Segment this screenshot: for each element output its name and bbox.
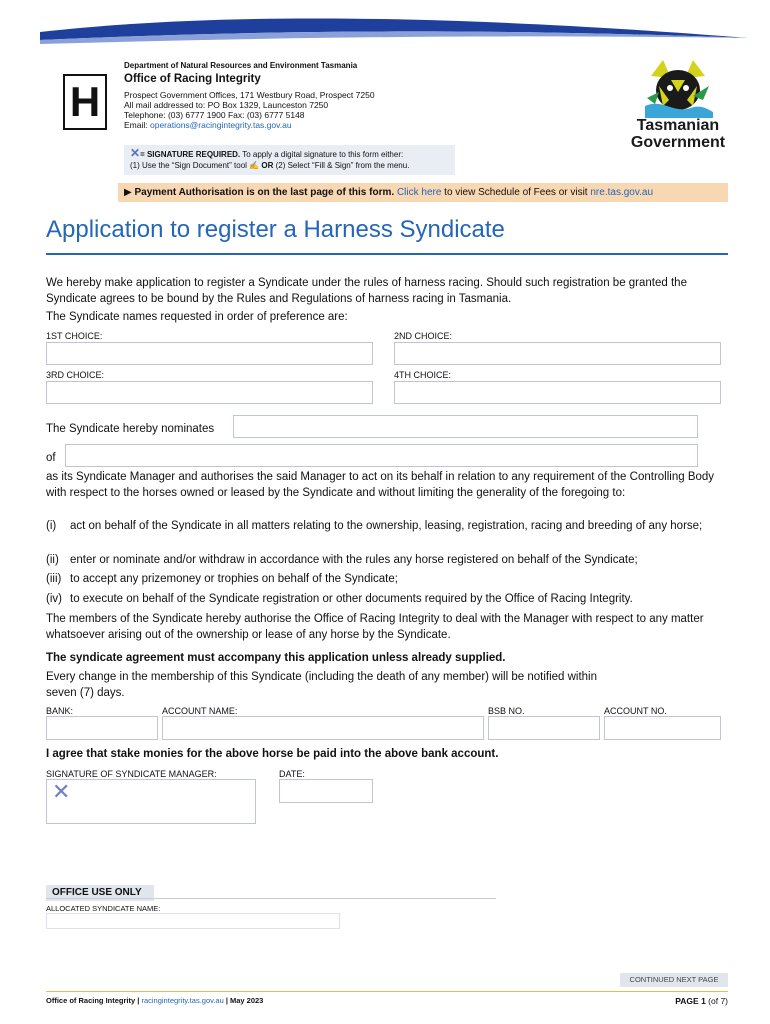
of-label: of	[46, 452, 56, 464]
brand-line-1: Tasmanian	[636, 117, 720, 134]
fourth-choice-label: 4TH CHOICE:	[394, 370, 452, 380]
account-no-label: ACCOUNT NO.	[604, 706, 667, 716]
date-input[interactable]	[279, 779, 373, 803]
intro-names: The Syndicate names requested in order of preference are:	[46, 311, 348, 323]
footer-rule	[46, 991, 728, 992]
page-suffix: (of 7)	[705, 996, 728, 1006]
date-label: DATE:	[279, 769, 305, 779]
footer-separator: |	[135, 996, 142, 1005]
page-num: 1	[701, 996, 706, 1006]
signature-notice	[124, 145, 455, 175]
first-choice-label: 1ST CHOICE:	[46, 331, 103, 341]
email-line	[124, 120, 292, 130]
first-choice-input[interactable]	[46, 342, 373, 365]
signature-notice-text: To apply a digital signature to this form either:	[240, 150, 404, 159]
second-choice-label: 2ND CHOICE:	[394, 331, 453, 341]
nominee-address-input[interactable]	[65, 444, 698, 467]
sign-document-text: (1) Use the “Sign Document” tool	[130, 161, 250, 170]
email-link[interactable]: operations@racingintegrity.tas.gov.au	[149, 120, 292, 130]
intro-paragraph: We hereby make application to register a Syndicate under the rules of harness racing. Should such registration be granted the Syndicate agrees to be bound by the Rules and Regulations of harness racing in Tasmania.	[46, 277, 687, 305]
page-title: Application to register a Harness Syndicate	[46, 216, 505, 243]
signature-required-label: = SIGNATURE REQUIRED.	[140, 150, 241, 159]
or-label: OR	[261, 161, 274, 170]
payment-banner	[118, 183, 728, 202]
second-choice-input[interactable]	[394, 342, 721, 365]
payment-text: to view Schedule of Fees or visit	[441, 187, 591, 198]
footer-site-link[interactable]: racingintegrity.tas.gov.au	[141, 996, 224, 1005]
fill-sign-text: (2) Select “Fill & Sign” from the menu.	[273, 161, 410, 170]
stake-monies-notice: I agree that stake monies for the above horse be paid into the above bank account.	[46, 748, 499, 760]
play-arrow-icon: ▶	[124, 187, 132, 198]
nominee-name-input[interactable]	[233, 415, 698, 438]
click-here-link[interactable]: Click here	[396, 187, 442, 198]
signature-field[interactable]	[46, 779, 256, 824]
email-label: Email:	[124, 120, 150, 130]
department-name: Department of Natural Resources and Environment Tasmania	[124, 61, 358, 70]
allocated-name-label: ALLOCATED SYNDICATE NAME:	[46, 904, 161, 913]
agreement-notice: The syndicate agreement must accompany this application unless already supplied.	[46, 652, 506, 664]
footer-date: | May 2023	[223, 996, 264, 1005]
list-item-text: to execute on behalf of the Syndicate registration or other documents required by the Office of Racing Integrity.	[70, 593, 633, 605]
bank-label: BANK:	[46, 706, 74, 716]
title-rule	[46, 253, 728, 255]
membership-change-paragraph: Every change in the membership of this Syndicate (including the death of any member) will be notified within seven (7) days.	[46, 671, 598, 699]
form-letter: H	[69, 78, 101, 125]
header-swoosh	[0, 0, 770, 60]
signature-label: SIGNATURE OF SYNDICATE MANAGER:	[46, 769, 217, 779]
address-line: Prospect Government Offices, 171 Westbury Road, Prospect 7250	[124, 90, 375, 100]
continued-next-page: CONTINUED NEXT PAGE	[620, 973, 728, 987]
manager-paragraph: as its Syndicate Manager and authorises the said Manager to act on its behalf in relation to any requirement of the Controlling Body with respect to the horses owned or leased by the Syndicate and without limiting the generality of the foregoing to:	[46, 471, 715, 499]
list-item-text: to accept any prizemoney or trophies on behalf of the Syndicate;	[70, 573, 398, 585]
fourth-choice-input[interactable]	[394, 381, 721, 404]
page-number	[675, 996, 728, 1006]
signature-x-icon: ✕	[130, 146, 141, 160]
third-choice-label: 3RD CHOICE:	[46, 370, 105, 380]
office-use-heading: OFFICE USE ONLY	[46, 885, 154, 901]
account-name-label: ACCOUNT NAME:	[162, 706, 238, 716]
footer-office: Office of Racing Integrity	[46, 996, 136, 1005]
account-name-input[interactable]	[162, 716, 484, 740]
office-name: Office of Racing Integrity	[124, 73, 261, 85]
payment-bold: Payment Authorisation is on the last page of this form.	[134, 187, 395, 198]
tasmanian-government-wordmark	[626, 117, 730, 151]
bsb-label: BSB NO.	[488, 706, 525, 716]
list-item-number: (i)	[46, 520, 57, 532]
brand-line-2: Government	[630, 134, 726, 151]
bsb-input[interactable]	[488, 716, 600, 740]
pen-icon: ✍	[249, 161, 260, 170]
list-item-text: act on behalf of the Syndicate in all matters relating to the ownership, leasing, registration, racing and breeding of any horse;	[70, 520, 703, 532]
nominates-label: The Syndicate hereby nominates	[46, 423, 215, 435]
footer	[46, 996, 263, 1005]
nre-link[interactable]: nre.tas.gov.au	[590, 187, 654, 198]
phone-line: Telephone: (03) 6777 1900 Fax: (03) 6777 5148	[124, 110, 305, 120]
third-choice-input[interactable]	[46, 381, 373, 404]
office-use-rule	[46, 898, 496, 899]
page-prefix: PAGE	[675, 996, 702, 1006]
list-item-number: (iv)	[46, 593, 62, 605]
tasmanian-tiger-logo-icon	[643, 56, 713, 118]
members-paragraph: The members of the Syndicate hereby authorise the Office of Racing Integrity to deal with the Manager with respect to any matter whatsoever arising out of the ownership or lease of any horse by the Syndicate.	[46, 613, 704, 641]
mail-line: All mail addressed to: PO Box 1329, Launceston 7250	[124, 100, 329, 110]
signature-x-icon: ✕	[52, 779, 71, 804]
account-no-input[interactable]	[604, 716, 721, 740]
form-letter-box	[63, 74, 107, 130]
list-item-number: (iii)	[46, 573, 62, 585]
list-item-text: enter or nominate and/or withdraw in accordance with the rules any horse registered on behalf of the Syndicate;	[70, 554, 638, 566]
bank-input[interactable]	[46, 716, 158, 740]
list-item-number: (ii)	[46, 554, 59, 566]
allocated-name-input[interactable]	[46, 913, 340, 929]
